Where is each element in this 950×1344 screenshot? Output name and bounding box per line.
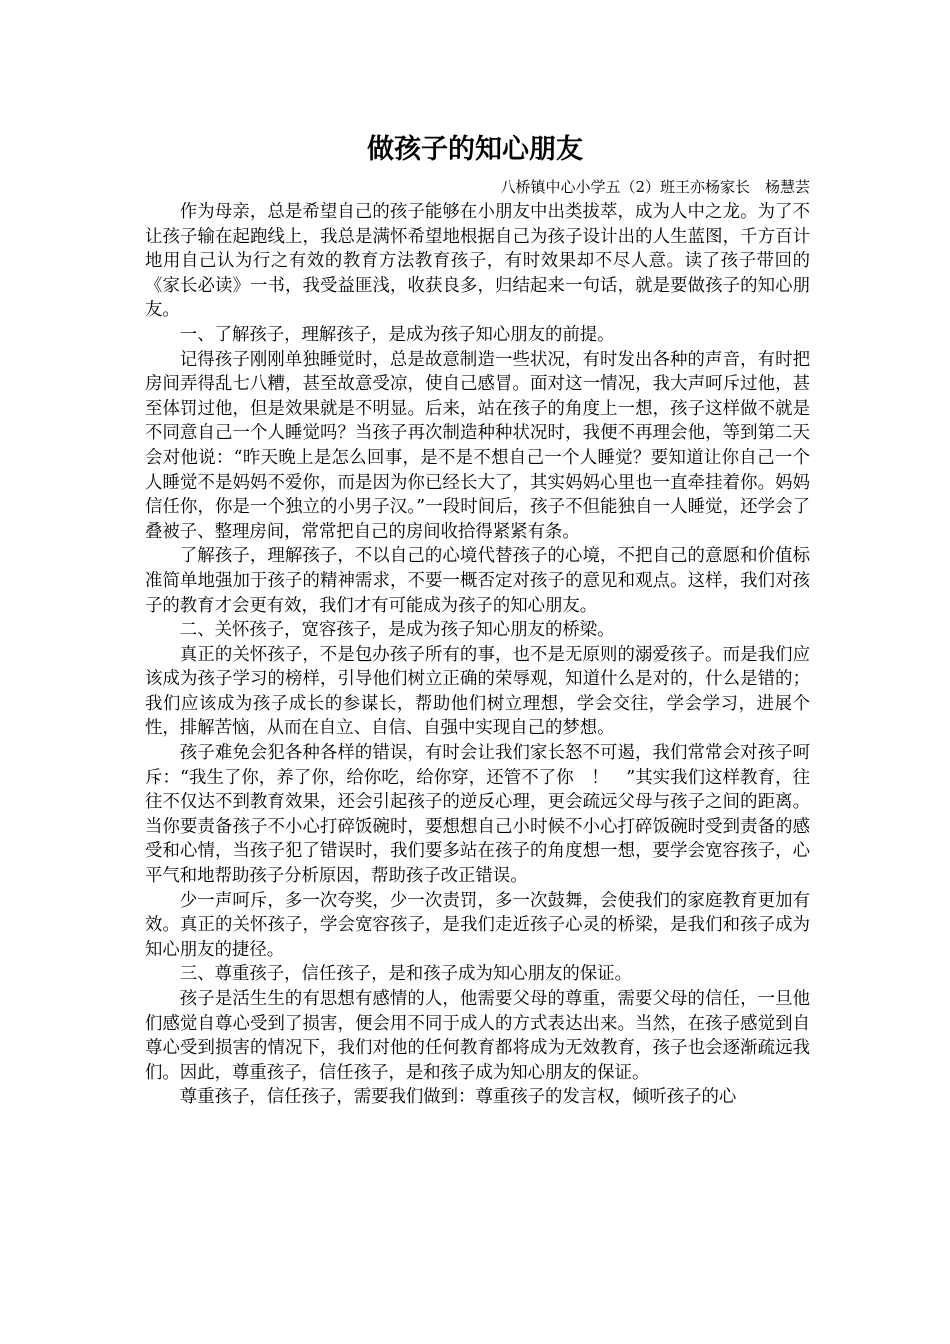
paragraph: 真正的关怀孩子，不是包办孩子所有的事，也不是无原则的溺爱孩子。而是我们应该成为孩子学习的榜样，引导他们树立正确的荣辱观，知道什么是对的，什么是错的；我们应该成为孩子成长的参谋长，帮助他们树立理想，学会交往，学会学习，进展个性，排解苦恼，从而在自立、自信、自强中实现自己的梦想。 bbox=[145, 644, 810, 739]
paragraph-intro: 作为母亲，总是希望自己的孩子能够在小朋友中出类拔萃，成为人中之龙。为了不让孩子输在起跑线上，我总是满怀希望地根据自己为孩子设计出的人生蓝图，千方百计地用自己认为行之有效的教育方法教育孩子，有时效果却不尽人意。读了孩子带回的《家长必读》一书，我受益匪浅，收获良多，归结起来一句话，就是要做孩子的知心朋友。 bbox=[145, 202, 810, 321]
paragraph: 孩子难免会犯各种各样的错误，有时会让我们家长怒不可遏，我们常常会对孩子呵斥：“我生了你，养了你，给你吃，给你穿，还管不了你 ！ ”其实我们这样教育，往往不仅达不到教育效果，还会引起孩子的逆反心理，更会疏远父母与孩子之间的距离。当你要责备孩子不小心打碎饭碗时，要想想自己小时候不小心打碎饭碗时受到责备的感受和心情，当孩子犯了错误时，我们要多站在孩子的角度想一想，要学会宽容孩子，心平气和地帮助孩子分析原因，帮助孩子改正错误。 bbox=[145, 743, 810, 887]
paragraph: 少一声呵斥，多一次夸奖，少一次责罚，多一次鼓舞，会使我们的家庭教育更加有效。真正的关怀孩子，学会宽容孩子，是我们走近孩子心灵的桥梁，是我们和孩子成为知心朋友的捷径。 bbox=[145, 890, 810, 960]
paragraph: 记得孩子刚刚单独睡觉时，总是故意制造一些状况，有时发出各种的声音，有时把房间弄得乱七八糟，甚至故意受凉，使自己感冒。面对这一情况，我大声呵斥过他，甚至体罚过他，但是效果就是不明显。后来，站在孩子的角度上一想，孩子这样做不就是不同意自己一个人睡觉吗？当孩子再次制造种种状况时，我便不再理会他，等到第二天会对他说：“昨天晚上是怎么回事，是不是不想自己一个人睡觉？要知道让你自己一个人睡觉不是妈妈不爱你，而是因为你已经长大了，其实妈妈心里也一直牵挂着你。妈妈信任你，你是一个独立的小男子汉。”一段时间后，孩子不但能独自一人睡觉，还学会了叠被子、整理房间，常常把自己的房间收拾得紧紧有条。 bbox=[145, 349, 810, 542]
section-heading-2: 二、关怀孩子，宽容孩子，是成为孩子知心朋友的桥梁。 bbox=[179, 620, 615, 641]
document-title: 做孩子的知心朋友 bbox=[367, 134, 583, 165]
paragraph-truncated: 尊重孩子，信任孩子，需要我们做到：尊重孩子的发言权，倾听孩子的心 bbox=[179, 1087, 737, 1108]
document-body bbox=[145, 200, 810, 1110]
paragraph: 了解孩子，理解孩子，不以自己的心境代替孩子的心境，不把自己的意愿和价值标准简单地强加于孩子的精神需求，不要一概否定对孩子的意见和观点。这样，我们对孩子的教育才会更有效，我们才有可能成为孩子的知心朋友。 bbox=[145, 546, 810, 616]
section-heading-3: 三、尊重孩子，信任孩子，是和孩子成为知心朋友的保证。 bbox=[179, 964, 632, 985]
author-byline: 八桥镇中心小学五（2）班王亦杨家长 杨慧芸 bbox=[500, 178, 810, 196]
section-heading-1: 一、了解孩子，理解孩子，是成为孩子知心朋友的前提。 bbox=[179, 324, 615, 345]
paragraph: 孩子是活生生的有思想有感情的人，他需要父母的尊重，需要父母的信任，一旦他们感觉自尊心受到了损害，便会用不同于成人的方式表达出来。当然，在孩子感觉到自尊心受到损害的情况下，我们对他的任何教育都将成为无效教育，孩子也会逐渐疏远我们。因此，尊重孩子，信任孩子，是和孩子成为知心朋友的保证。 bbox=[145, 989, 810, 1083]
